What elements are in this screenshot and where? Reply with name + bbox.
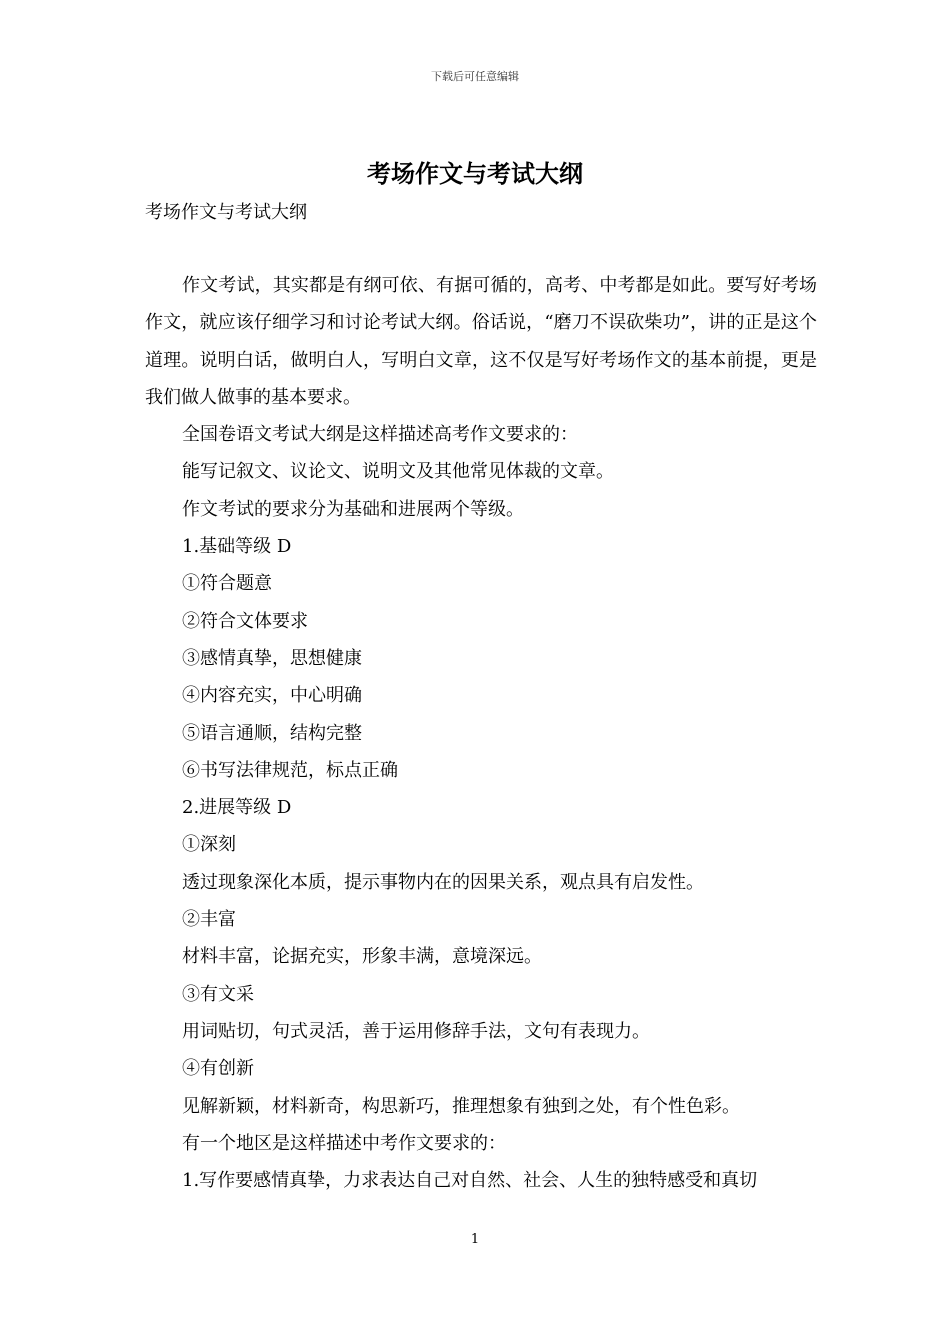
- list-item: ①符合题意: [182, 573, 272, 595]
- list-item: ④有创新: [182, 1058, 254, 1080]
- list-item: ②符合文体要求: [182, 610, 308, 632]
- list-item: ②丰富: [182, 909, 236, 931]
- list-item-description: 用词贴切，句式灵活，善于运用修辞手法，文句有表现力。: [182, 1020, 650, 1042]
- list-item: ①深刻: [182, 834, 236, 856]
- header-note: 下载后可任意编辑: [431, 70, 519, 83]
- list-item: ④内容充实，中心明确: [182, 685, 362, 707]
- level-heading-basic: 1.基础等级 D: [182, 536, 292, 558]
- level-heading-advanced: 2.进展等级 D: [182, 797, 292, 819]
- list-item: ⑤语言通顺，结构完整: [182, 722, 362, 744]
- list-item-description: 透过现象深化本质，提示事物内在的因果关系，观点具有启发性。: [182, 871, 704, 893]
- list-item: ⑥书写法律规范，标点正确: [182, 759, 398, 781]
- document-title: 考场作文与考试大纲: [367, 159, 583, 188]
- list-item: ③有文采: [182, 983, 254, 1005]
- body-line: 有一个地区是这样描述中考作文要求的：: [182, 1132, 506, 1154]
- document-subtitle: 考场作文与考试大纲: [145, 202, 307, 223]
- body-line: 作文考试的要求分为基础和进展两个等级。: [182, 498, 524, 520]
- intro-paragraph: 作文考试，其实都是有纲可依、有据可循的，高考、中考都是如此。要写好考场作文，就应该仔细学习和讨论考试大纲。俗话说，“磨刀不误砍柴功”，讲的正是这个道理。说明白话，做明白人，写明白文章，这不仅是写好考场作文的基本前提，更是我们做人做事的基本要求。: [145, 275, 817, 408]
- document-body: [145, 267, 817, 1199]
- list-item-description: 材料丰富，论据充实，形象丰满，意境深远。: [182, 946, 542, 968]
- list-item-description: 见解新颖，材料新奇，构思新巧，推理想象有独到之处，有个性色彩。: [182, 1095, 740, 1117]
- list-item: ③感情真挚，思想健康: [182, 647, 362, 669]
- body-line: 全国卷语文考试大纲是这样描述高考作文要求的：: [182, 424, 578, 446]
- body-line: 能写记叙文、议论文、说明文及其他常见体裁的文章。: [182, 461, 614, 483]
- body-line: 1.写作要感情真挚，力求表达自己对自然、社会、人生的独特感受和真切: [182, 1170, 758, 1192]
- page-number: 1: [470, 1232, 480, 1247]
